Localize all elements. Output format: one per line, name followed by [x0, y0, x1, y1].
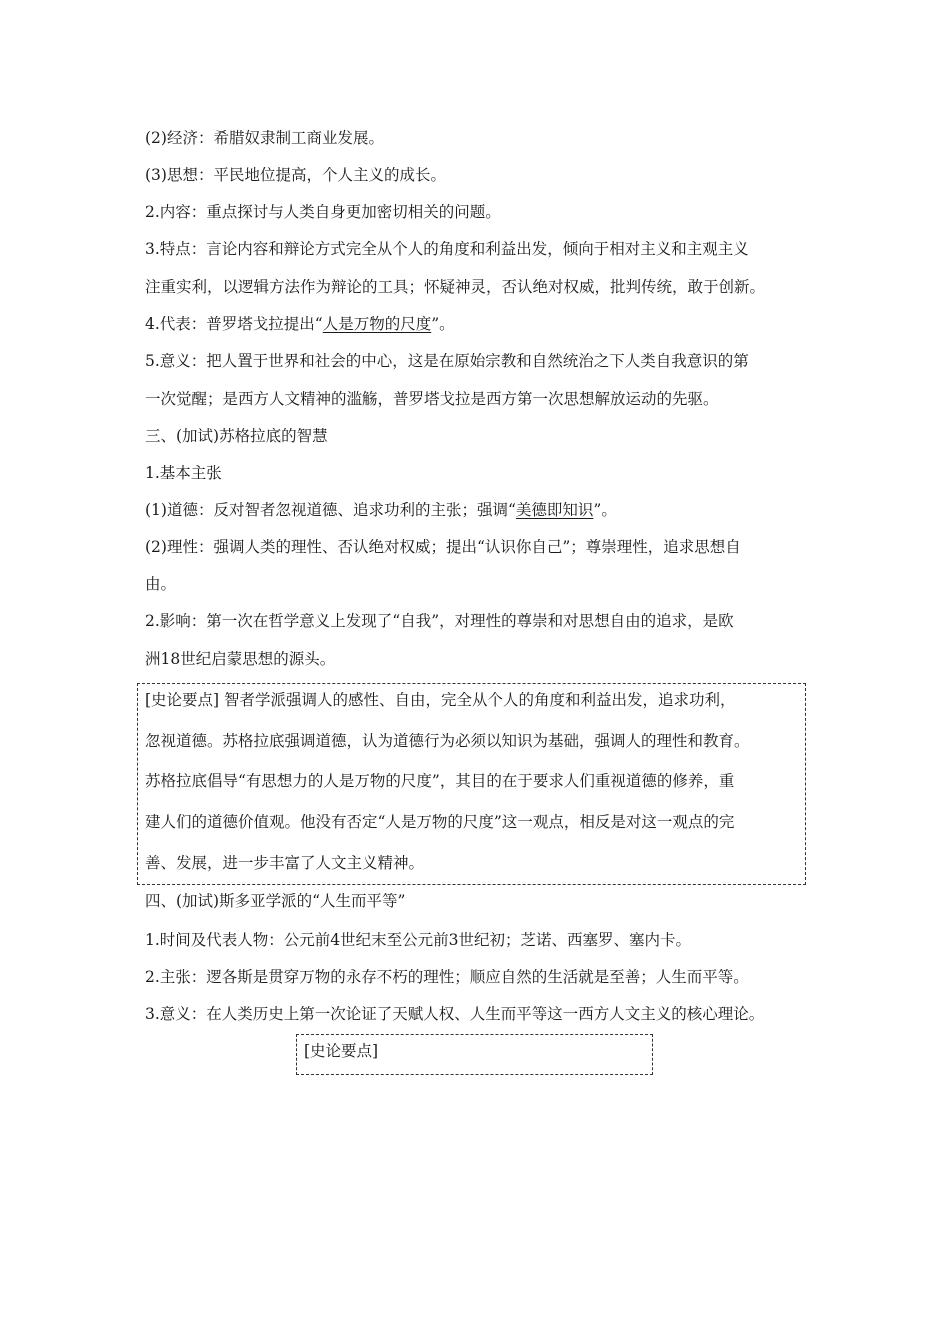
text-line: 苏格拉底倡导“有思想力的人是万物的尺度”，其目的在于要求人们重视道德的修养，重	[145, 772, 735, 790]
text-line: (2)理性：强调人类的理性、否认绝对权威；提出“认识你自己”；尊崇理性，追求思想自	[145, 538, 741, 556]
text-segment: ”。	[431, 315, 455, 333]
text-segment: ”。	[593, 501, 617, 519]
section-heading: 四、(加试)斯多亚学派的“人生而平等”	[145, 892, 406, 910]
text-line: (3)思想：平民地位提高，个人主义的成长。	[145, 166, 446, 184]
text-line: (2)经济：希腊奴隶制工商业发展。	[145, 129, 384, 147]
underlined-term: 美德即知识	[515, 501, 594, 519]
text-line: 5.意义：把人置于世界和社会的中心，这是在原始宗教和自然统治之下人类自我意识的第	[145, 352, 749, 370]
text-line: 洲18世纪启蒙思想的源头。	[145, 650, 336, 668]
text-line: 注重实利，以逻辑方法作为辩论的工具；怀疑神灵，否认绝对权威，批判传统，敢于创新。	[145, 278, 766, 296]
text-line: [史论要点] 智者学派强调人的感性、自由，完全从个人的角度和利益出发，追求功利，	[145, 691, 736, 709]
underlined-term: 人是万物的尺度	[322, 315, 432, 333]
text-segment: (1)道德：反对智者忽视道德、追求功利的主张；强调“	[145, 501, 516, 519]
text-line	[145, 314, 455, 334]
text-segment: 4.代表：普罗塔戈拉提出“	[145, 315, 323, 333]
section-heading: 三、(加试)苏格拉底的智慧	[145, 427, 328, 445]
text-line: 3.特点：言论内容和辩论方式完全从个人的角度和利益出发，倾向于相对主义和主观主义	[145, 240, 749, 258]
text-line	[145, 500, 617, 520]
text-line: 1.基本主张	[145, 464, 222, 482]
text-line: 一次觉醒；是西方人文精神的滥觞，普罗塔戈拉是西方第一次思想解放运动的先驱。	[145, 390, 719, 408]
text-line: 由。	[145, 575, 177, 593]
key-points-box-empty	[296, 1034, 653, 1075]
text-line: 忽视道德。苏格拉底强调道德，认为道德行为必须以知识为基础，强调人的理性和教育。	[145, 732, 750, 750]
text-line: 1.时间及代表人物：公元前4世纪末至公元前3世纪初；芝诺、西塞罗、塞内卡。	[145, 931, 692, 949]
text-line: 建人们的道德价值观。他没有否定“人是万物的尺度”这一观点，相反是对这一观点的完	[145, 813, 735, 831]
text-line: 2.内容：重点探讨与人类自身更加密切相关的问题。	[145, 203, 501, 221]
box-label: [史论要点]	[304, 1042, 379, 1060]
text-line: 2.影响：第一次在哲学意义上发现了“自我”，对理性的尊崇和对思想自由的追求，是欧	[145, 612, 734, 630]
text-line: 善、发展，进一步丰富了人文主义精神。	[145, 854, 425, 872]
text-line: 3.意义：在人类历史上第一次论证了天赋人权、人生而平等这一西方人文主义的核心理论。	[145, 1005, 765, 1023]
text-line: 2.主张：逻各斯是贯穿万物的永存不朽的理性；顺应自然的生活就是至善；人生而平等。	[145, 968, 749, 986]
